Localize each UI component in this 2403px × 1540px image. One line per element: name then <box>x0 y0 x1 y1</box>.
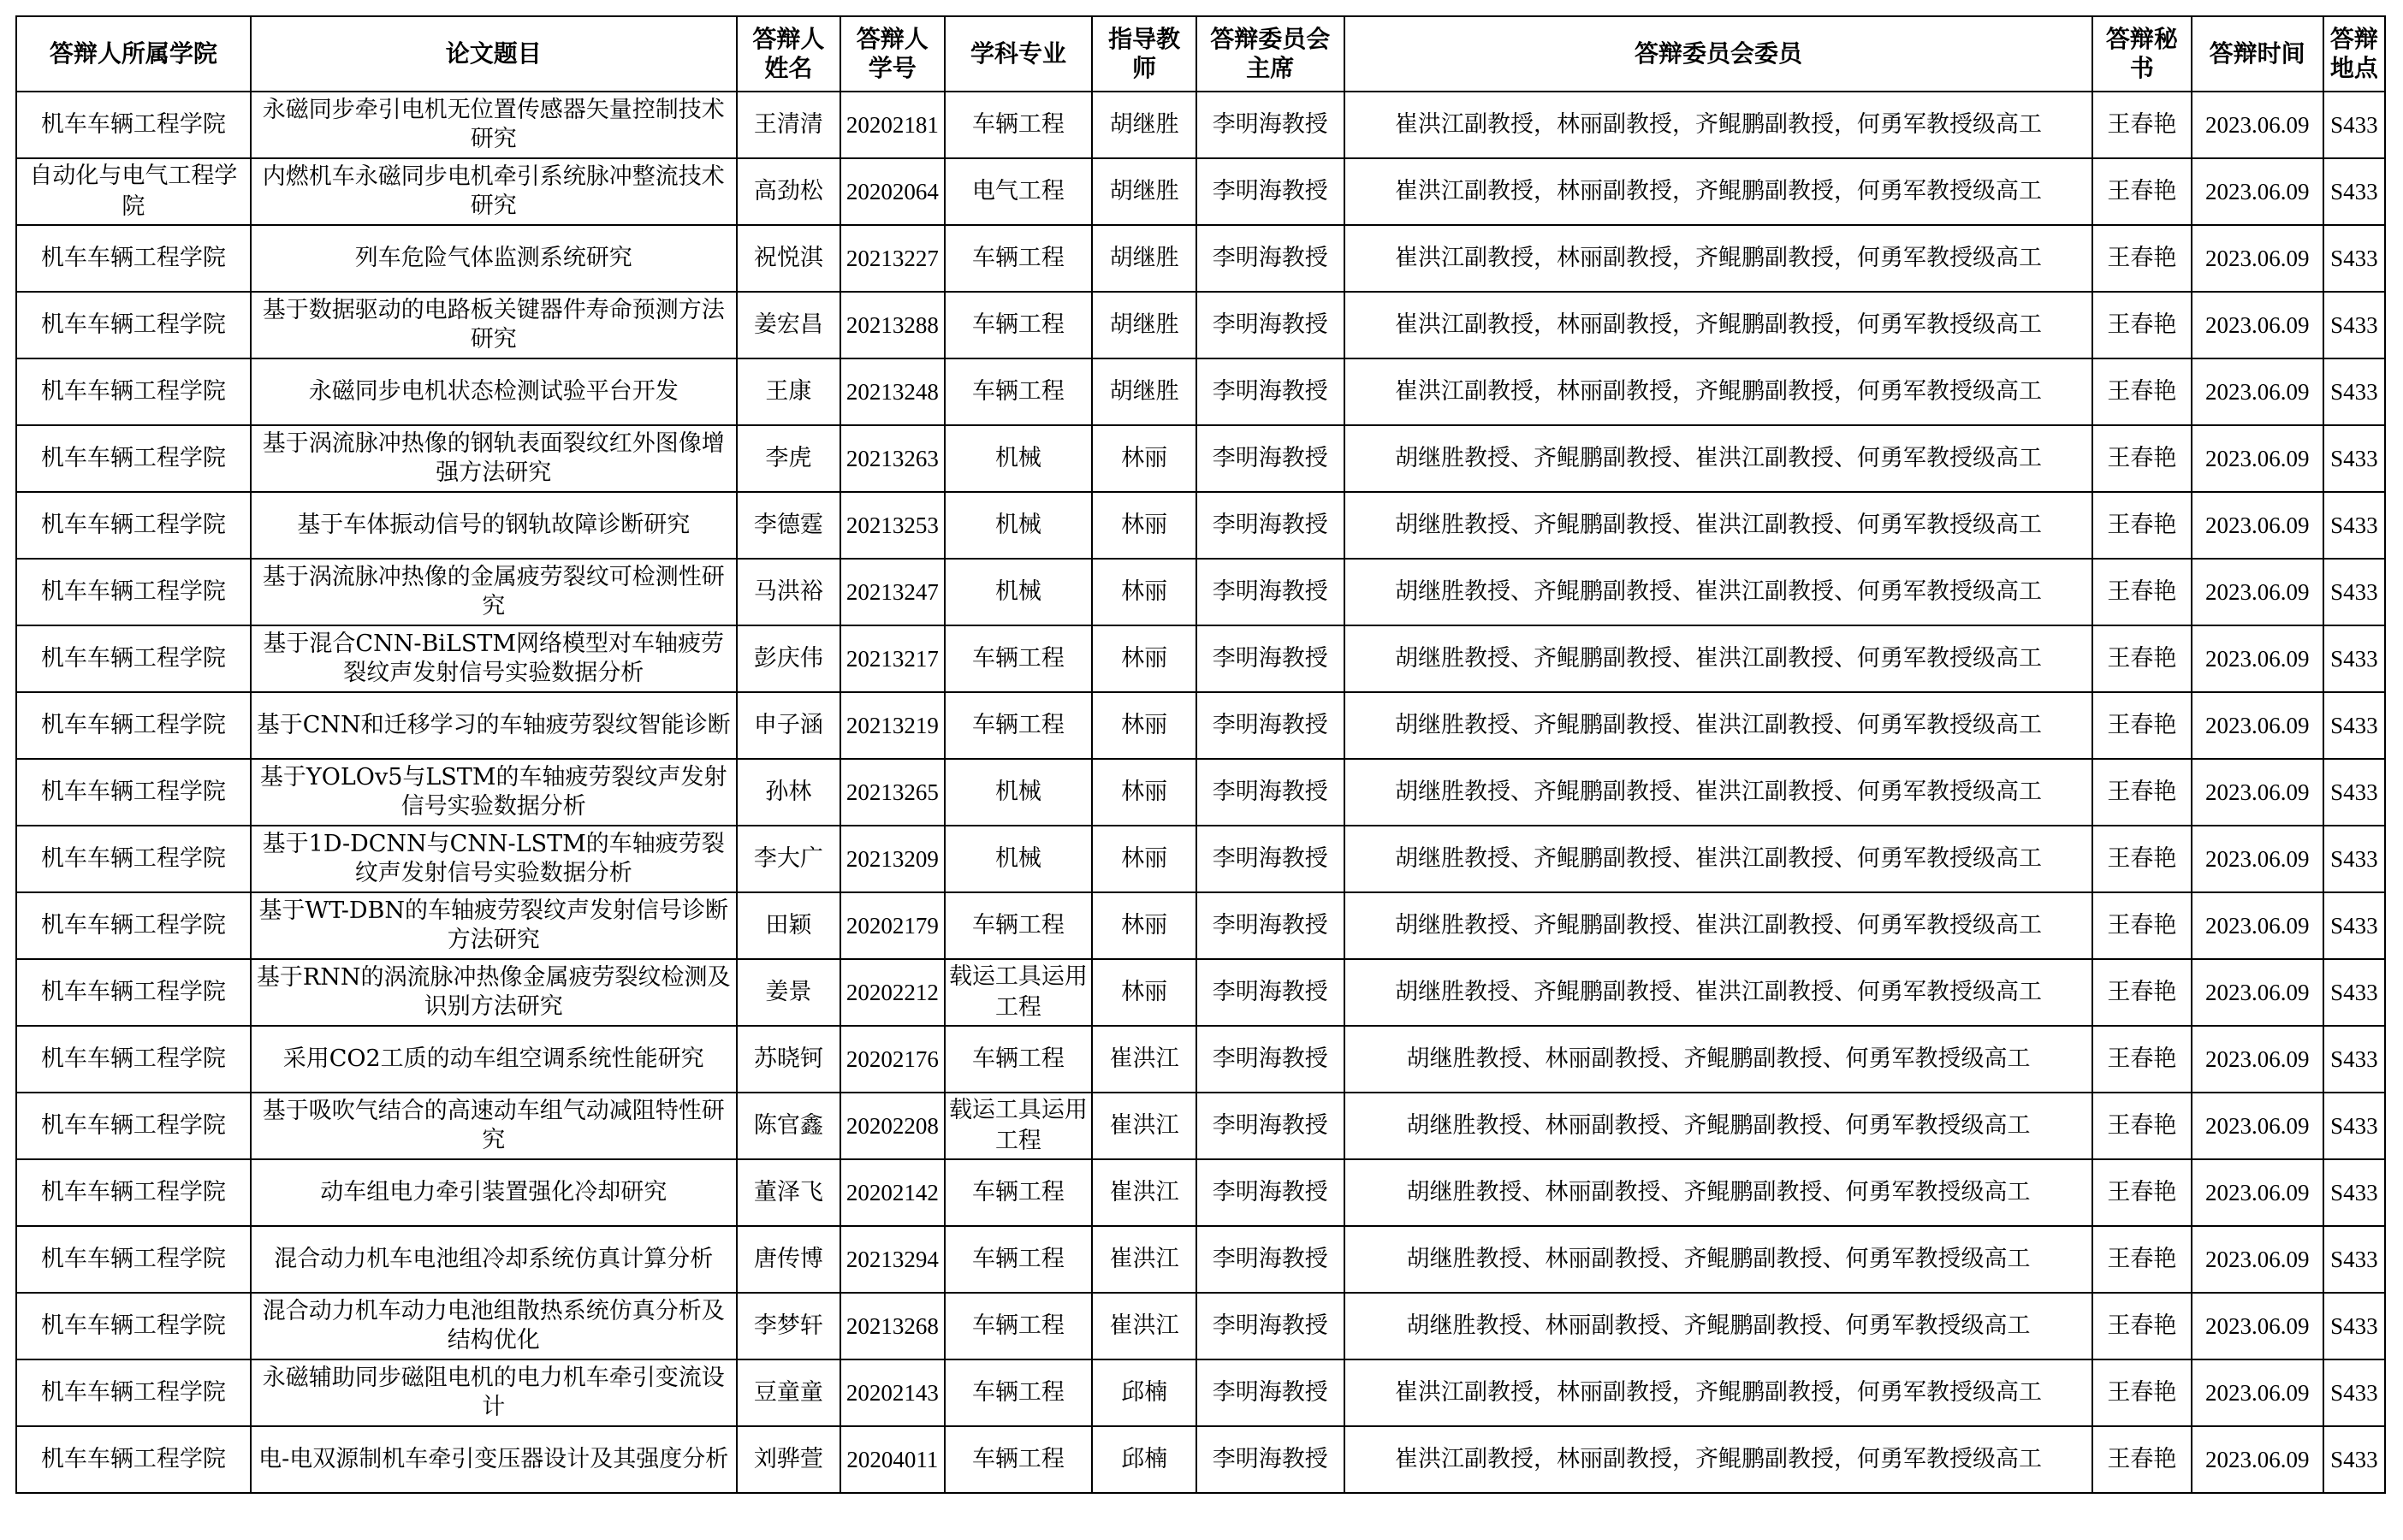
cell-chair: 李明海教授 <box>1196 759 1344 826</box>
cell-name: 唐传博 <box>737 1226 840 1293</box>
table-row <box>16 625 2385 692</box>
cell-chair: 李明海教授 <box>1196 959 1344 1026</box>
cell-committee-members: 胡继胜教授、林丽副教授、齐鲲鹏副教授、何勇军教授级高工 <box>1344 1026 2093 1093</box>
cell-defense-place: S433 <box>2323 92 2385 158</box>
cell-committee-members: 胡继胜教授、齐鲲鹏副教授、崔洪江副教授、何勇军教授级高工 <box>1344 425 2093 492</box>
cell-chair: 李明海教授 <box>1196 292 1344 358</box>
cell-student-id: 20213209 <box>840 826 944 892</box>
cell-secretary: 王春艳 <box>2092 1359 2191 1426</box>
header-row <box>16 16 2385 92</box>
cell-defense-place: S433 <box>2323 559 2385 625</box>
cell-name: 孙林 <box>737 759 840 826</box>
cell-student-id: 20202208 <box>840 1093 944 1159</box>
cell-college: 机车车辆工程学院 <box>16 292 251 358</box>
cell-major: 机械 <box>945 826 1093 892</box>
header-advisor: 指导教师 <box>1092 16 1196 92</box>
cell-defense-time: 2023.06.09 <box>2192 625 2323 692</box>
cell-name: 田颖 <box>737 892 840 959</box>
cell-major: 电气工程 <box>945 158 1093 225</box>
cell-advisor: 崔洪江 <box>1092 1159 1196 1226</box>
table-row <box>16 826 2385 892</box>
cell-defense-time: 2023.06.09 <box>2192 292 2323 358</box>
cell-secretary: 王春艳 <box>2092 692 2191 759</box>
cell-defense-place: S433 <box>2323 692 2385 759</box>
cell-defense-time: 2023.06.09 <box>2192 1359 2323 1426</box>
cell-name: 王康 <box>737 358 840 425</box>
cell-college: 机车车辆工程学院 <box>16 1226 251 1293</box>
cell-chair: 李明海教授 <box>1196 92 1344 158</box>
cell-advisor: 邱楠 <box>1092 1359 1196 1426</box>
cell-name: 姜宏昌 <box>737 292 840 358</box>
cell-college: 机车车辆工程学院 <box>16 826 251 892</box>
table-row <box>16 1159 2385 1226</box>
cell-defense-place: S433 <box>2323 826 2385 892</box>
cell-student-id: 20202143 <box>840 1359 944 1426</box>
cell-thesis-title: 基于WT-DBN的车轴疲劳裂纹声发射信号诊断方法研究 <box>251 892 737 959</box>
cell-defense-time: 2023.06.09 <box>2192 492 2323 559</box>
table-row <box>16 692 2385 759</box>
cell-defense-place: S433 <box>2323 892 2385 959</box>
cell-committee-members: 崔洪江副教授，林丽副教授，齐鲲鹏副教授，何勇军教授级高工 <box>1344 358 2093 425</box>
cell-college: 机车车辆工程学院 <box>16 1426 251 1493</box>
cell-advisor: 崔洪江 <box>1092 1026 1196 1093</box>
cell-advisor: 邱楠 <box>1092 1426 1196 1493</box>
table-body <box>16 92 2385 1493</box>
cell-defense-place: S433 <box>2323 1293 2385 1359</box>
header-major: 学科专业 <box>945 16 1093 92</box>
cell-secretary: 王春艳 <box>2092 225 2191 292</box>
cell-advisor: 崔洪江 <box>1092 1226 1196 1293</box>
cell-defense-place: S433 <box>2323 625 2385 692</box>
cell-college: 自动化与电气工程学院 <box>16 158 251 225</box>
cell-name: 李梦轩 <box>737 1293 840 1359</box>
cell-student-id: 20213248 <box>840 358 944 425</box>
cell-thesis-title: 基于CNN和迁移学习的车轴疲劳裂纹智能诊断 <box>251 692 737 759</box>
cell-committee-members: 胡继胜教授、林丽副教授、齐鲲鹏副教授、何勇军教授级高工 <box>1344 1226 2093 1293</box>
cell-defense-time: 2023.06.09 <box>2192 892 2323 959</box>
table-row <box>16 158 2385 225</box>
cell-advisor: 林丽 <box>1092 959 1196 1026</box>
cell-thesis-title: 内燃机车永磁同步电机牵引系统脉冲整流技术研究 <box>251 158 737 225</box>
cell-name: 彭庆伟 <box>737 625 840 692</box>
cell-name: 祝悦淇 <box>737 225 840 292</box>
table-row <box>16 1026 2385 1093</box>
cell-thesis-title: 基于YOLOv5与LSTM的车轴疲劳裂纹声发射信号实验数据分析 <box>251 759 737 826</box>
cell-name: 刘骅萱 <box>737 1426 840 1493</box>
cell-thesis-title: 基于涡流脉冲热像的金属疲劳裂纹可检测性研究 <box>251 559 737 625</box>
cell-thesis-title: 基于吸吹气结合的高速动车组气动减阻特性研究 <box>251 1093 737 1159</box>
cell-advisor: 崔洪江 <box>1092 1093 1196 1159</box>
cell-name: 苏晓钶 <box>737 1026 840 1093</box>
cell-defense-place: S433 <box>2323 358 2385 425</box>
cell-advisor: 林丽 <box>1092 425 1196 492</box>
cell-chair: 李明海教授 <box>1196 625 1344 692</box>
cell-thesis-title: 采用CO2工质的动车组空调系统性能研究 <box>251 1026 737 1093</box>
cell-college: 机车车辆工程学院 <box>16 559 251 625</box>
cell-name: 马洪裕 <box>737 559 840 625</box>
cell-defense-time: 2023.06.09 <box>2192 425 2323 492</box>
cell-major: 车辆工程 <box>945 1026 1093 1093</box>
cell-defense-place: S433 <box>2323 492 2385 559</box>
cell-chair: 李明海教授 <box>1196 1426 1344 1493</box>
cell-advisor: 林丽 <box>1092 559 1196 625</box>
table-row <box>16 358 2385 425</box>
cell-committee-members: 崔洪江副教授，林丽副教授，齐鲲鹏副教授，何勇军教授级高工 <box>1344 92 2093 158</box>
cell-committee-members: 胡继胜教授、齐鲲鹏副教授、崔洪江副教授、何勇军教授级高工 <box>1344 892 2093 959</box>
cell-advisor: 胡继胜 <box>1092 225 1196 292</box>
cell-thesis-title: 永磁同步电机状态检测试验平台开发 <box>251 358 737 425</box>
cell-major: 车辆工程 <box>945 358 1093 425</box>
cell-thesis-title: 基于1D-DCNN与CNN-LSTM的车轴疲劳裂纹声发射信号实验数据分析 <box>251 826 737 892</box>
cell-committee-members: 崔洪江副教授，林丽副教授，齐鲲鹏副教授，何勇军教授级高工 <box>1344 292 2093 358</box>
header-chair: 答辩委员会主席 <box>1196 16 1344 92</box>
cell-secretary: 王春艳 <box>2092 959 2191 1026</box>
table-row <box>16 92 2385 158</box>
cell-chair: 李明海教授 <box>1196 826 1344 892</box>
cell-defense-time: 2023.06.09 <box>2192 959 2323 1026</box>
cell-chair: 李明海教授 <box>1196 492 1344 559</box>
cell-defense-time: 2023.06.09 <box>2192 692 2323 759</box>
cell-committee-members: 胡继胜教授、齐鲲鹏副教授、崔洪江副教授、何勇军教授级高工 <box>1344 559 2093 625</box>
cell-college: 机车车辆工程学院 <box>16 625 251 692</box>
cell-secretary: 王春艳 <box>2092 1226 2191 1293</box>
cell-name: 王清清 <box>737 92 840 158</box>
cell-secretary: 王春艳 <box>2092 625 2191 692</box>
cell-thesis-title: 动车组电力牵引装置强化冷却研究 <box>251 1159 737 1226</box>
cell-defense-time: 2023.06.09 <box>2192 225 2323 292</box>
cell-student-id: 20213227 <box>840 225 944 292</box>
cell-student-id: 20202176 <box>840 1026 944 1093</box>
cell-major: 车辆工程 <box>945 892 1093 959</box>
table-row <box>16 1426 2385 1493</box>
cell-defense-time: 2023.06.09 <box>2192 1026 2323 1093</box>
cell-name: 姜景 <box>737 959 840 1026</box>
cell-name: 申子涵 <box>737 692 840 759</box>
cell-student-id: 20213219 <box>840 692 944 759</box>
cell-advisor: 林丽 <box>1092 759 1196 826</box>
cell-committee-members: 胡继胜教授、齐鲲鹏副教授、崔洪江副教授、何勇军教授级高工 <box>1344 759 2093 826</box>
cell-chair: 李明海教授 <box>1196 1226 1344 1293</box>
cell-defense-time: 2023.06.09 <box>2192 826 2323 892</box>
table-row <box>16 225 2385 292</box>
table-row <box>16 959 2385 1026</box>
cell-chair: 李明海教授 <box>1196 1359 1344 1426</box>
cell-student-id: 20213263 <box>840 425 944 492</box>
cell-student-id: 20202064 <box>840 158 944 225</box>
cell-secretary: 王春艳 <box>2092 1426 2191 1493</box>
cell-secretary: 王春艳 <box>2092 826 2191 892</box>
cell-advisor: 林丽 <box>1092 492 1196 559</box>
cell-committee-members: 崔洪江副教授，林丽副教授，齐鲲鹏副教授，何勇军教授级高工 <box>1344 158 2093 225</box>
cell-defense-time: 2023.06.09 <box>2192 1426 2323 1493</box>
cell-student-id: 20213247 <box>840 559 944 625</box>
cell-advisor: 胡继胜 <box>1092 158 1196 225</box>
cell-major: 机械 <box>945 559 1093 625</box>
cell-college: 机车车辆工程学院 <box>16 892 251 959</box>
cell-name: 陈官鑫 <box>737 1093 840 1159</box>
cell-major: 车辆工程 <box>945 625 1093 692</box>
cell-college: 机车车辆工程学院 <box>16 959 251 1026</box>
cell-defense-time: 2023.06.09 <box>2192 759 2323 826</box>
cell-college: 机车车辆工程学院 <box>16 358 251 425</box>
cell-major: 车辆工程 <box>945 1426 1093 1493</box>
cell-advisor: 胡继胜 <box>1092 358 1196 425</box>
cell-committee-members: 胡继胜教授、齐鲲鹏副教授、崔洪江副教授、何勇军教授级高工 <box>1344 692 2093 759</box>
cell-thesis-title: 基于混合CNN-BiLSTM网络模型对车轴疲劳裂纹声发射信号实验数据分析 <box>251 625 737 692</box>
cell-chair: 李明海教授 <box>1196 692 1344 759</box>
cell-secretary: 王春艳 <box>2092 1293 2191 1359</box>
header-thesis-title: 论文题目 <box>251 16 737 92</box>
cell-student-id: 20204011 <box>840 1426 944 1493</box>
cell-secretary: 王春艳 <box>2092 559 2191 625</box>
cell-chair: 李明海教授 <box>1196 158 1344 225</box>
cell-defense-place: S433 <box>2323 1226 2385 1293</box>
cell-secretary: 王春艳 <box>2092 158 2191 225</box>
cell-defense-time: 2023.06.09 <box>2192 158 2323 225</box>
cell-advisor: 林丽 <box>1092 892 1196 959</box>
cell-major: 车辆工程 <box>945 92 1093 158</box>
cell-secretary: 王春艳 <box>2092 425 2191 492</box>
cell-student-id: 20202212 <box>840 959 944 1026</box>
cell-major: 车辆工程 <box>945 1359 1093 1426</box>
header-committee-members: 答辩委员会委员 <box>1344 16 2093 92</box>
cell-defense-time: 2023.06.09 <box>2192 92 2323 158</box>
cell-advisor: 胡继胜 <box>1092 292 1196 358</box>
cell-advisor: 林丽 <box>1092 826 1196 892</box>
cell-secretary: 王春艳 <box>2092 1159 2191 1226</box>
table-row <box>16 1293 2385 1359</box>
cell-secretary: 王春艳 <box>2092 1026 2191 1093</box>
cell-defense-place: S433 <box>2323 1426 2385 1493</box>
cell-student-id: 20213288 <box>840 292 944 358</box>
cell-major: 车辆工程 <box>945 1293 1093 1359</box>
cell-major: 车辆工程 <box>945 1226 1093 1293</box>
cell-committee-members: 崔洪江副教授，林丽副教授，齐鲲鹏副教授，何勇军教授级高工 <box>1344 1359 2093 1426</box>
cell-defense-place: S433 <box>2323 292 2385 358</box>
cell-committee-members: 胡继胜教授、林丽副教授、齐鲲鹏副教授、何勇军教授级高工 <box>1344 1159 2093 1226</box>
cell-chair: 李明海教授 <box>1196 425 1344 492</box>
cell-secretary: 王春艳 <box>2092 759 2191 826</box>
cell-thesis-title: 基于涡流脉冲热像的钢轨表面裂纹红外图像增强方法研究 <box>251 425 737 492</box>
cell-defense-place: S433 <box>2323 759 2385 826</box>
cell-committee-members: 胡继胜教授、林丽副教授、齐鲲鹏副教授、何勇军教授级高工 <box>1344 1293 2093 1359</box>
cell-thesis-title: 永磁同步牵引电机无位置传感器矢量控制技术研究 <box>251 92 737 158</box>
cell-college: 机车车辆工程学院 <box>16 692 251 759</box>
cell-thesis-title: 电-电双源制机车牵引变压器设计及其强度分析 <box>251 1426 737 1493</box>
cell-defense-time: 2023.06.09 <box>2192 358 2323 425</box>
cell-committee-members: 胡继胜教授、齐鲲鹏副教授、崔洪江副教授、何勇军教授级高工 <box>1344 826 2093 892</box>
cell-defense-place: S433 <box>2323 425 2385 492</box>
cell-chair: 李明海教授 <box>1196 1293 1344 1359</box>
cell-college: 机车车辆工程学院 <box>16 1293 251 1359</box>
cell-major: 机械 <box>945 759 1093 826</box>
cell-student-id: 20202181 <box>840 92 944 158</box>
cell-thesis-title: 基于数据驱动的电路板关键器件寿命预测方法研究 <box>251 292 737 358</box>
cell-committee-members: 胡继胜教授、齐鲲鹏副教授、崔洪江副教授、何勇军教授级高工 <box>1344 492 2093 559</box>
cell-advisor: 崔洪江 <box>1092 1293 1196 1359</box>
cell-defense-time: 2023.06.09 <box>2192 1226 2323 1293</box>
cell-name: 董泽飞 <box>737 1159 840 1226</box>
cell-name: 李虎 <box>737 425 840 492</box>
cell-chair: 李明海教授 <box>1196 358 1344 425</box>
table-row <box>16 492 2385 559</box>
table-row <box>16 759 2385 826</box>
table-row <box>16 425 2385 492</box>
table-row <box>16 892 2385 959</box>
cell-thesis-title: 永磁辅助同步磁阻电机的电力机车牵引变流设计 <box>251 1359 737 1426</box>
cell-defense-time: 2023.06.09 <box>2192 559 2323 625</box>
cell-major: 车辆工程 <box>945 292 1093 358</box>
cell-secretary: 王春艳 <box>2092 92 2191 158</box>
cell-college: 机车车辆工程学院 <box>16 425 251 492</box>
cell-thesis-title: 列车危险气体监测系统研究 <box>251 225 737 292</box>
table-row <box>16 1226 2385 1293</box>
cell-defense-place: S433 <box>2323 1026 2385 1093</box>
cell-advisor: 林丽 <box>1092 625 1196 692</box>
cell-college: 机车车辆工程学院 <box>16 92 251 158</box>
table-row <box>16 292 2385 358</box>
cell-committee-members: 胡继胜教授、林丽副教授、齐鲲鹏副教授、何勇军教授级高工 <box>1344 1093 2093 1159</box>
cell-major: 机械 <box>945 492 1093 559</box>
cell-secretary: 王春艳 <box>2092 292 2191 358</box>
header-student-id: 答辩人学号 <box>840 16 944 92</box>
cell-name: 高劲松 <box>737 158 840 225</box>
cell-college: 机车车辆工程学院 <box>16 759 251 826</box>
cell-student-id: 20202179 <box>840 892 944 959</box>
cell-defense-time: 2023.06.09 <box>2192 1159 2323 1226</box>
cell-college: 机车车辆工程学院 <box>16 1359 251 1426</box>
cell-major: 车辆工程 <box>945 1159 1093 1226</box>
cell-college: 机车车辆工程学院 <box>16 225 251 292</box>
cell-defense-time: 2023.06.09 <box>2192 1093 2323 1159</box>
defense-schedule-sheet <box>15 15 2386 1494</box>
cell-college: 机车车辆工程学院 <box>16 492 251 559</box>
cell-secretary: 王春艳 <box>2092 358 2191 425</box>
cell-chair: 李明海教授 <box>1196 892 1344 959</box>
cell-thesis-title: 基于车体振动信号的钢轨故障诊断研究 <box>251 492 737 559</box>
cell-thesis-title: 基于RNN的涡流脉冲热像金属疲劳裂纹检测及识别方法研究 <box>251 959 737 1026</box>
cell-chair: 李明海教授 <box>1196 1159 1344 1226</box>
table-row <box>16 1359 2385 1426</box>
cell-chair: 李明海教授 <box>1196 225 1344 292</box>
cell-defense-place: S433 <box>2323 1093 2385 1159</box>
header-defense-time: 答辩时间 <box>2192 16 2323 92</box>
cell-major: 载运工具运用工程 <box>945 1093 1093 1159</box>
cell-name: 豆童童 <box>737 1359 840 1426</box>
cell-defense-place: S433 <box>2323 225 2385 292</box>
cell-name: 李大广 <box>737 826 840 892</box>
table-row <box>16 1093 2385 1159</box>
cell-student-id: 20213217 <box>840 625 944 692</box>
cell-committee-members: 胡继胜教授、齐鲲鹏副教授、崔洪江副教授、何勇军教授级高工 <box>1344 959 2093 1026</box>
cell-defense-place: S433 <box>2323 1159 2385 1226</box>
cell-student-id: 20202142 <box>840 1159 944 1226</box>
cell-major: 车辆工程 <box>945 225 1093 292</box>
cell-chair: 李明海教授 <box>1196 1026 1344 1093</box>
cell-student-id: 20213268 <box>840 1293 944 1359</box>
cell-committee-members: 胡继胜教授、齐鲲鹏副教授、崔洪江副教授、何勇军教授级高工 <box>1344 625 2093 692</box>
cell-defense-place: S433 <box>2323 1359 2385 1426</box>
cell-secretary: 王春艳 <box>2092 1093 2191 1159</box>
cell-thesis-title: 混合动力机车电池组冷却系统仿真计算分析 <box>251 1226 737 1293</box>
cell-advisor: 胡继胜 <box>1092 92 1196 158</box>
defense-schedule-table <box>15 15 2386 1494</box>
cell-name: 李德霆 <box>737 492 840 559</box>
cell-major: 车辆工程 <box>945 692 1093 759</box>
cell-defense-place: S433 <box>2323 158 2385 225</box>
table-row <box>16 559 2385 625</box>
header-name: 答辩人姓名 <box>737 16 840 92</box>
cell-major: 机械 <box>945 425 1093 492</box>
cell-advisor: 林丽 <box>1092 692 1196 759</box>
cell-student-id: 20213294 <box>840 1226 944 1293</box>
cell-committee-members: 崔洪江副教授，林丽副教授，齐鲲鹏副教授，何勇军教授级高工 <box>1344 225 2093 292</box>
cell-secretary: 王春艳 <box>2092 892 2191 959</box>
cell-student-id: 20213253 <box>840 492 944 559</box>
cell-defense-time: 2023.06.09 <box>2192 1293 2323 1359</box>
cell-thesis-title: 混合动力机车动力电池组散热系统仿真分析及结构优化 <box>251 1293 737 1359</box>
header-secretary: 答辩秘书 <box>2092 16 2191 92</box>
cell-chair: 李明海教授 <box>1196 1093 1344 1159</box>
cell-college: 机车车辆工程学院 <box>16 1026 251 1093</box>
cell-student-id: 20213265 <box>840 759 944 826</box>
cell-college: 机车车辆工程学院 <box>16 1093 251 1159</box>
header-college: 答辩人所属学院 <box>16 16 251 92</box>
cell-chair: 李明海教授 <box>1196 559 1344 625</box>
cell-major: 载运工具运用工程 <box>945 959 1093 1026</box>
cell-defense-place: S433 <box>2323 959 2385 1026</box>
cell-college: 机车车辆工程学院 <box>16 1159 251 1226</box>
cell-committee-members: 崔洪江副教授，林丽副教授，齐鲲鹏副教授，何勇军教授级高工 <box>1344 1426 2093 1493</box>
cell-secretary: 王春艳 <box>2092 492 2191 559</box>
header-defense-place: 答辩地点 <box>2323 16 2385 92</box>
